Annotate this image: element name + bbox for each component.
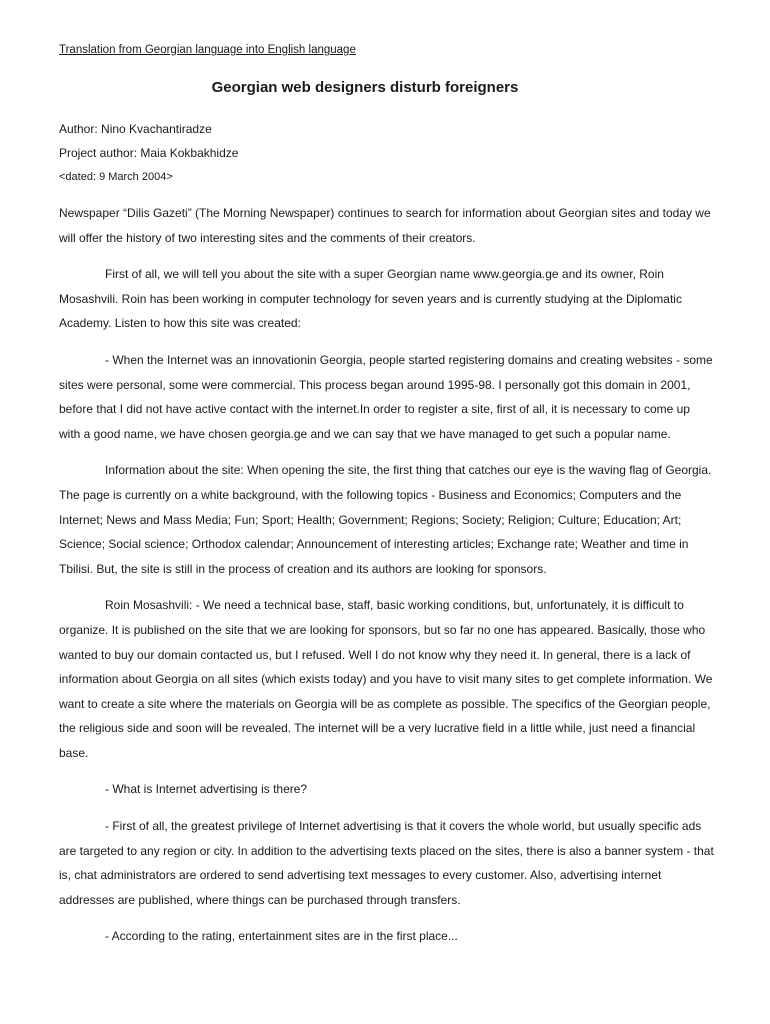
paragraph-advertising: - First of all, the greatest privilege of Internet advertising is that it covers the whole world, but usually specific ads are targeted to any region or city. In addition to the advertising texts placed on the sites, there is also a banner system - that is, chat administrators are ordered to send advertising text messages to every customer. Also, advertising internet addresses are published, where things can be purchased through transfers. <box>59 819 714 907</box>
article-title: Georgian web designers disturb foreigners <box>211 79 519 96</box>
date-line: <dated: 9 March 2004> <box>59 171 173 183</box>
project-author-line: Project author: Maia Kokbakhidze <box>59 146 239 160</box>
paragraph-question: - What is Internet advertising is there? <box>105 782 308 797</box>
paragraph-site-owner: First of all, we will tell you about the site with a super Georgian name www.georgia.ge and its owner, Roin Mosashvili. Roin has been working in computer technology for seven years and is currently studying at the Diplomatic Academy. Listen to how this site was created: <box>59 267 682 331</box>
article-body <box>59 201 714 961</box>
paragraph-owner-quote: Roin Mosashvili: - We need a technical base, staff, basic working conditions, but, unfortunately, it is difficult to organize. It is published on the site that we are looking for sponsors, but so far no one has appeared. Basically, those who wanted to buy our domain contacted us, but I refused. Well I do not know why they need it. In general, there is a lack of information about Georgia on all sites (which exists today) and you have to visit many sites to get complete information. We want to create a site where the materials on Georgia will be as complete as possible. The specifics of the Georgian people, the religious side and soon will be revealed. The internet will be a very lucrative field in a little while, just need a financial base. <box>59 598 713 760</box>
author-line: Author: Nino Kvachantiradze <box>59 122 212 136</box>
translation-note: Translation from Georgian language into English language <box>59 44 356 56</box>
paragraph-site-info: Information about the site: When opening the site, the first thing that catches our eye is the waving flag of Georgia. The page is currently on a white background, with the following topics - Business and Economics; Computers and the Internet; News and Mass Media; Fun; Sport; Health; Government; Regions; Society; Religion; Culture; Education; Art; Science; Social science; Orthodox calendar; Announcement of interesting articles; Exchange rate; Weather and time in Tbilisi. But, the site is still in the process of creation and its authors are looking for sponsors. <box>59 463 712 576</box>
paragraph-site-history: - When the Internet was an innovationin Georgia, people started registering domains and creating websites - some sites were personal, some were commercial. This process began around 1995-98. I personally got this domain in 2001, before that I did not have active contact with the internet.In order to register a site, first of all, it is necessary to come up with a good name, we have chosen georgia.ge and we can say that we have managed to get such a popular name. <box>59 352 713 441</box>
paragraph-rating: - According to the rating, entertainment sites are in the first place... <box>105 929 458 944</box>
paragraph-intro: Newspaper “Dilis Gazeti” (The Morning Newspaper) continues to search for information about Georgian sites and today we will offer the history of two interesting sites and the comments of their creators. <box>59 206 711 245</box>
